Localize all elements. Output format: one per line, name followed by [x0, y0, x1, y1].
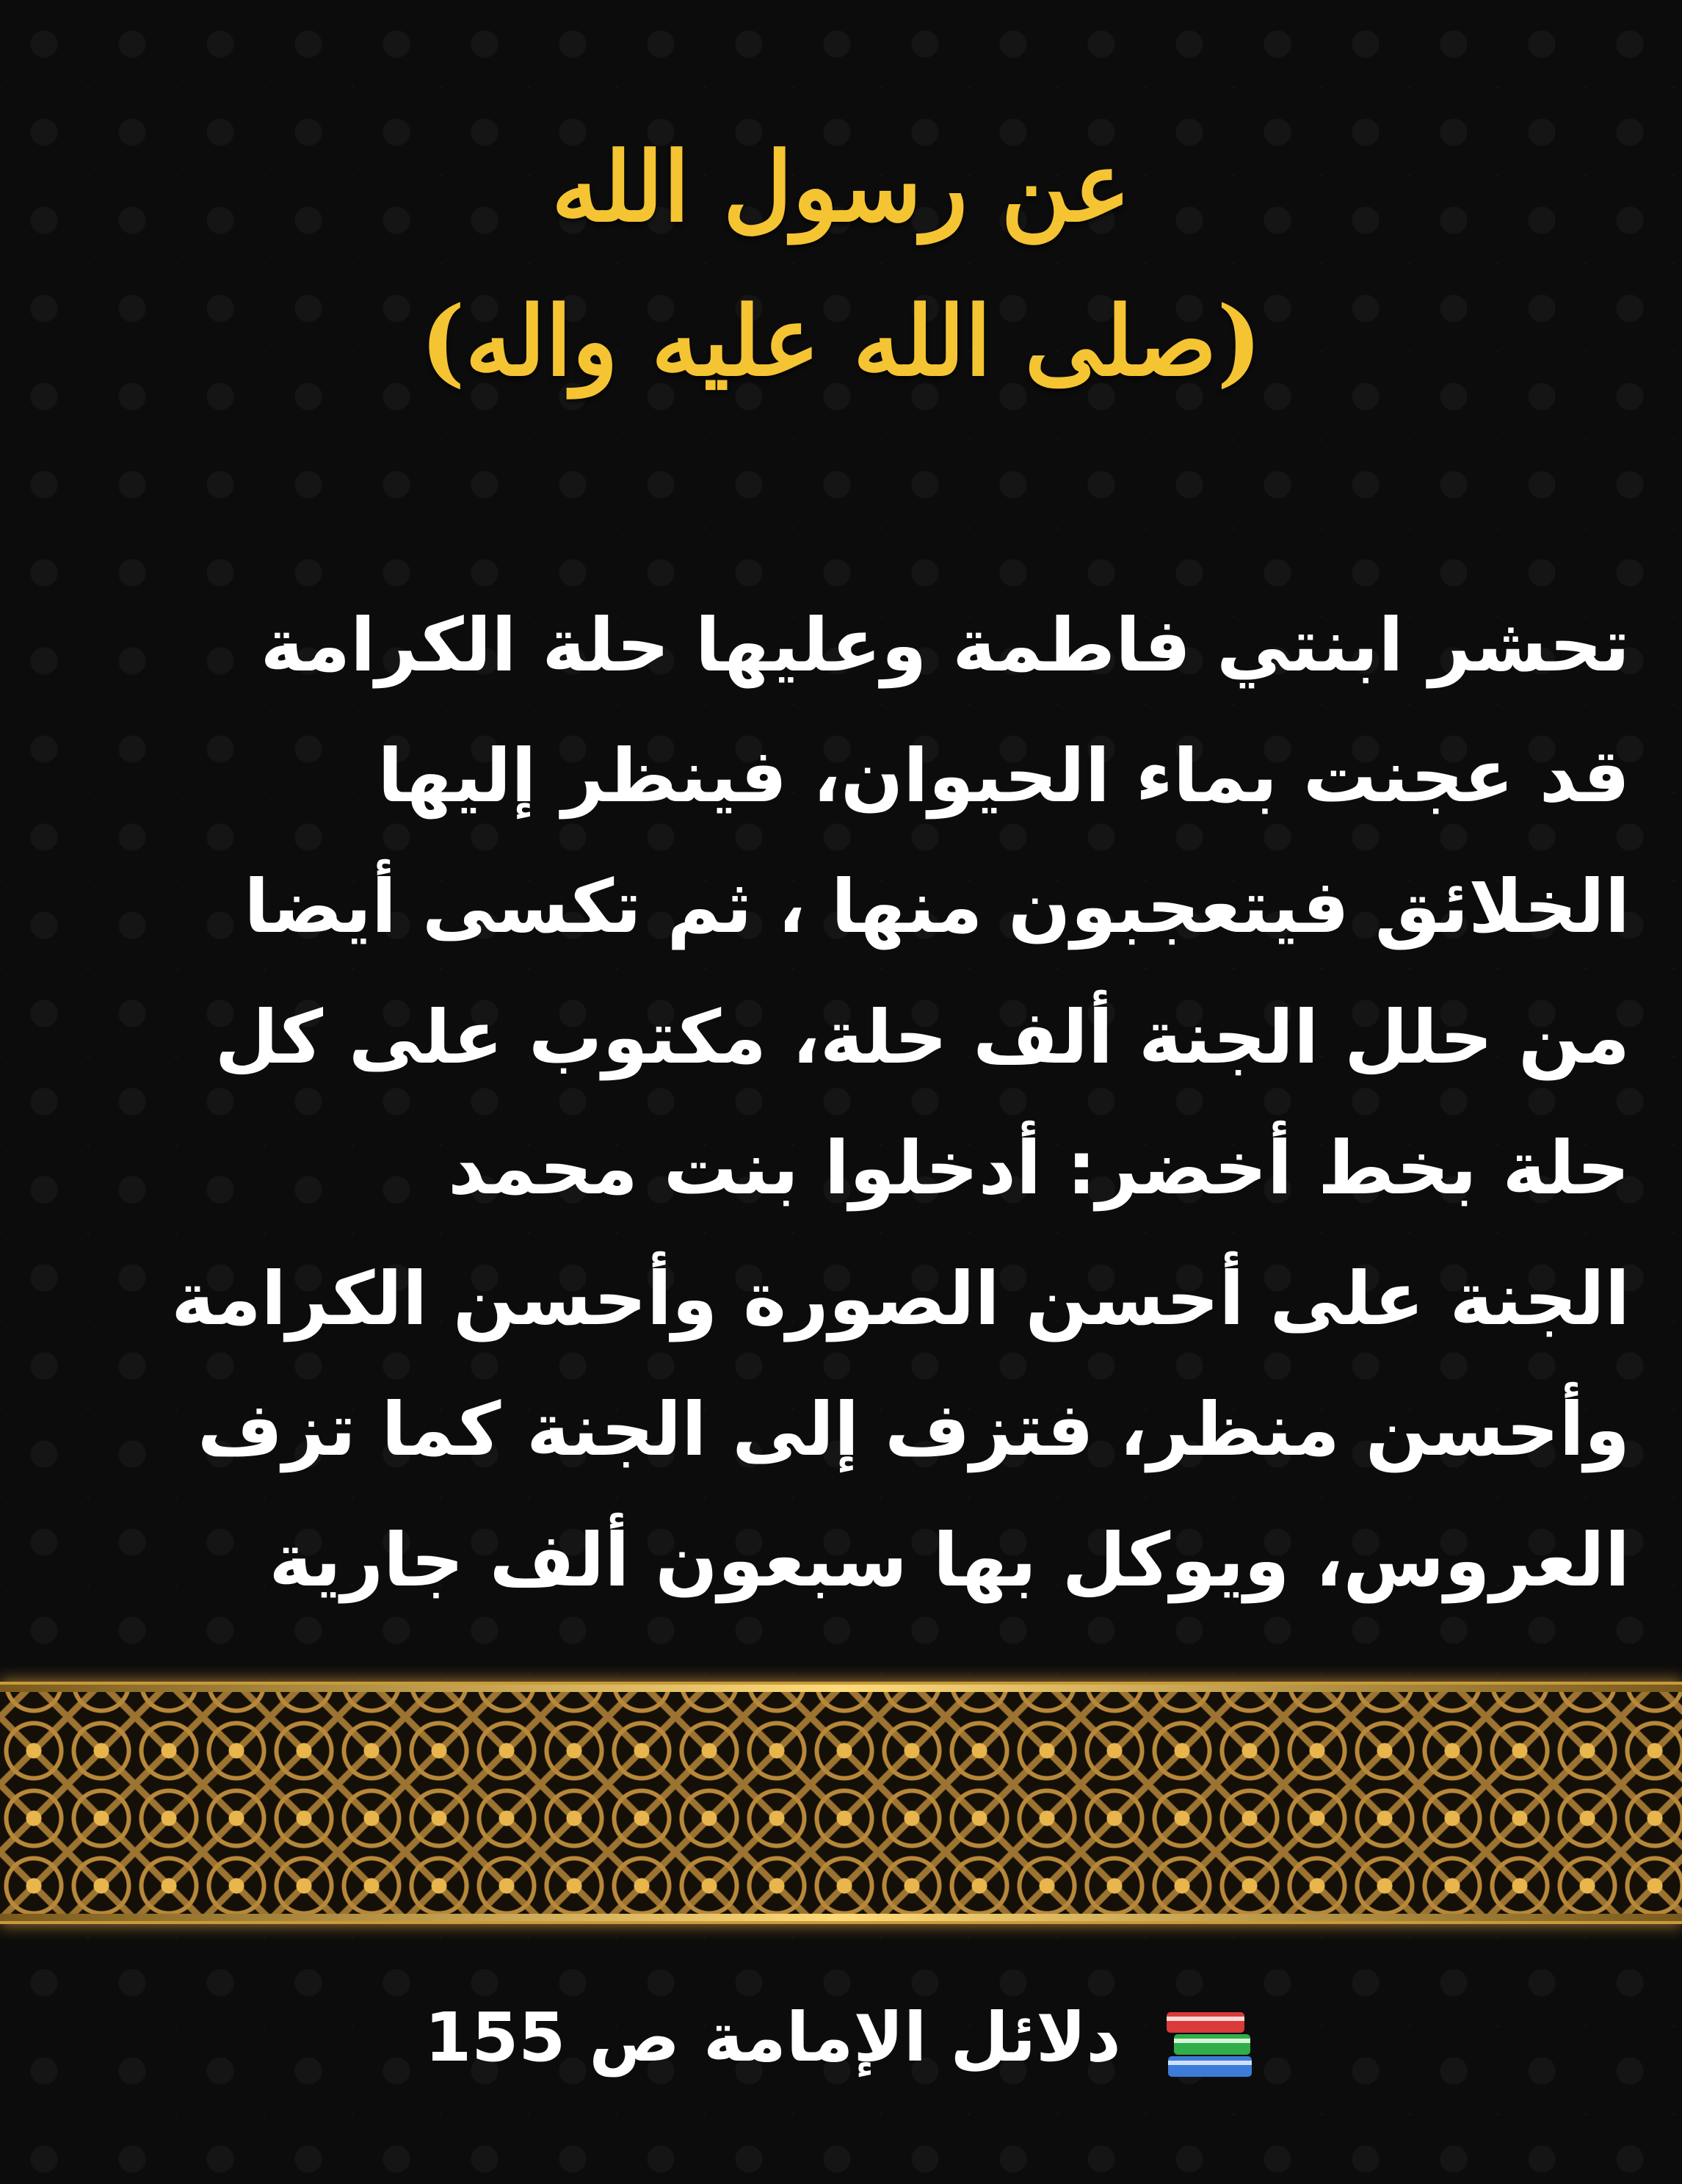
title-line-2: (صلى الله عليه واله) [420, 285, 1262, 397]
hadith-line: حلة بخط أخضر: أدخلوا بنت محمد [448, 1125, 1630, 1211]
hadith-line: الجنة على أحسن الصورة وأحسن الكرامة [171, 1256, 1630, 1342]
title-block [0, 110, 1682, 419]
hadith-line: تحشر ابنتي فاطمة وعليها حلة الكرامة [260, 602, 1630, 688]
hadith-line: وأحسن منظر، فتزف إلى الجنة كما تزف [197, 1386, 1630, 1472]
title-line-1: عن رسول الله [551, 131, 1131, 243]
hadith-text [103, 580, 1630, 1626]
ornament-border-bottom [0, 1914, 1682, 1921]
source-text: دلائل الإمامة ص 155 [424, 1998, 1121, 2077]
hadith-line: العروس، ويوكل بها سبعون ألف جارية [269, 1517, 1630, 1603]
hadith-line: الخلائق فيتعجبون منها ، ثم تكسى أيضا [244, 864, 1630, 950]
source-citation [0, 1990, 1682, 2086]
hadith-line: من حلل الجنة ألف حلة، مكتوب على كل [214, 994, 1630, 1080]
hadith-line: قد عجنت بماء الحيوان، فينظر إليها [377, 733, 1630, 819]
ornament-border-top [0, 1685, 1682, 1692]
islamic-ornament-band [0, 1682, 1682, 1924]
books-icon [1162, 2002, 1258, 2083]
